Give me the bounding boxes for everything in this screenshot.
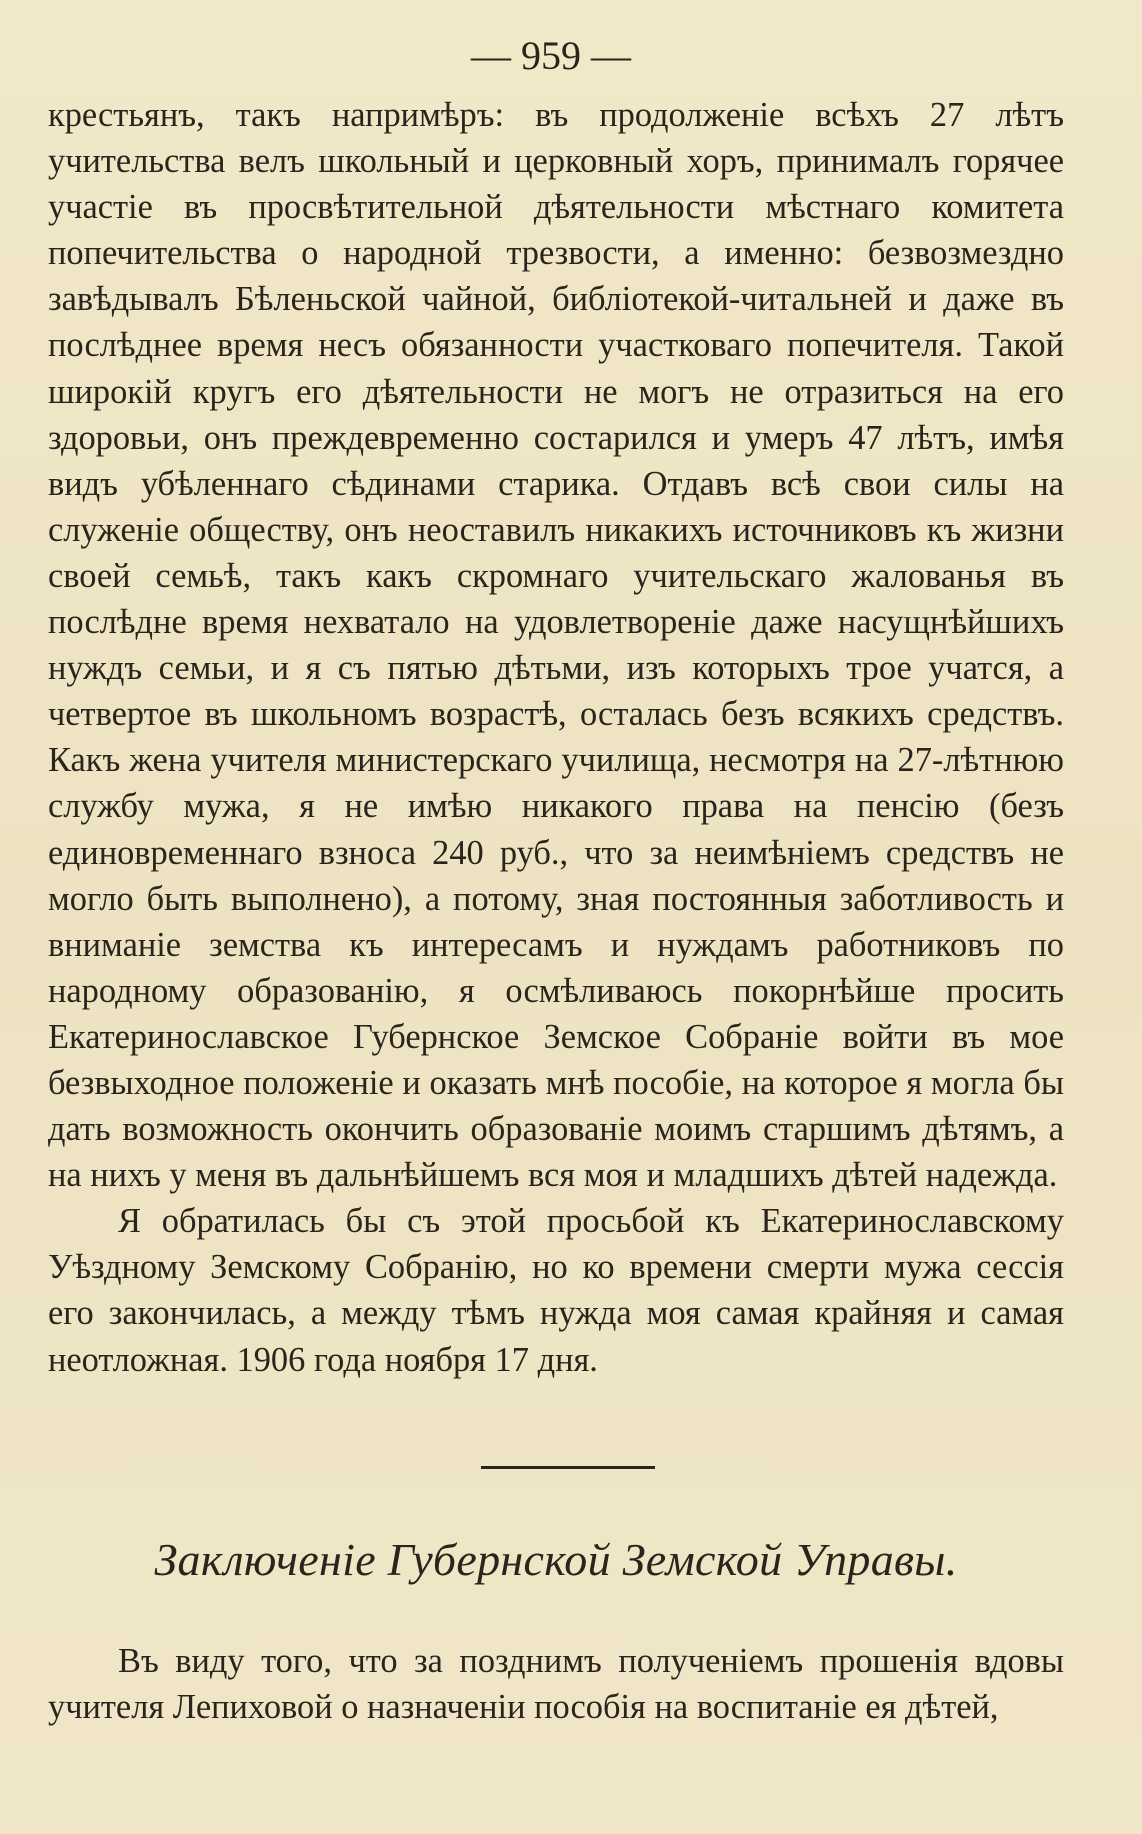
- section-divider: [481, 1466, 655, 1469]
- paragraph-3: Въ виду того, что за позднимъ полученіемъ прошенія вдовы учителя Лепиховой о назначеніи пособія на воспитаніе ея дѣтей,: [48, 1641, 1064, 1726]
- page-number: — 959 —: [471, 33, 631, 78]
- paragraph-1: крестьянъ, такъ напримѣръ: въ продолженіе всѣхъ 27 лѣтъ учительства велъ школьный и церковный хоръ, принималъ горячее участіе въ просвѣтительной дѣятельности мѣстнаго комитета попечительства о народной трезвости, а именно: безвозмездно завѣдывалъ Бѣленьской чайной, библіотекой-читальней и даже въ послѣднее время несъ обязанности участковаго попечителя. Такой широкій кругъ его дѣятельности не могъ не отразиться на его здоровьи, онъ преждевременно состарился и умеръ 47 лѣтъ, имѣя видъ убѣленнаго сѣдинами старика. Отдавъ всѣ свои силы на служеніе обществу, онъ неоставилъ никакихъ источниковъ къ жизни своей семьѣ, такъ какъ скромнаго учительскаго жалованья въ послѣдне время нехватало на удовлетвореніе даже насущнѣйшихъ нуждъ семьи, и я съ пятью дѣтьми, изъ которыхъ трое учатся, а четвертое въ школьномъ возрастѣ, осталась безъ всякихъ средствъ. Какъ жена учителя министерскаго училища, несмотря на 27-лѣтнюю службу мужа, я не имѣю никакого права на пенсію (безъ единовременнаго взноса 240 руб., что за неимѣніемъ средствъ не могло быть выполнено), а потому, зная постоянныя заботливость и вниманіе земства къ интересамъ и нуждамъ работниковъ по народному образованію, я осмѣливаюсь покорнѣйше просить Екатеринославское Губернское Земское Собраніе войти въ мое безвыходное положеніе и оказать мнѣ пособіе, на которое я могла бы дать возможность окончить образованіе моимъ старшимъ дѣтямъ, а на нихъ у меня въ дальнѣйшемъ вся моя и младшихъ дѣтей надежда.: [48, 96, 1064, 1195]
- section-heading: Заключеніе Губернской Земской Управы.: [154, 1533, 958, 1585]
- paragraph-2: Я обратилась бы съ этой просьбой къ Екатеринославскому Уѣздному Земскому Собранію, но ко времени смерти мужа сессія его закончилась, а между тѣмъ нужда моя самая крайняя и самая неотложная. 1906 года ноября 17 дня.: [48, 1202, 1064, 1379]
